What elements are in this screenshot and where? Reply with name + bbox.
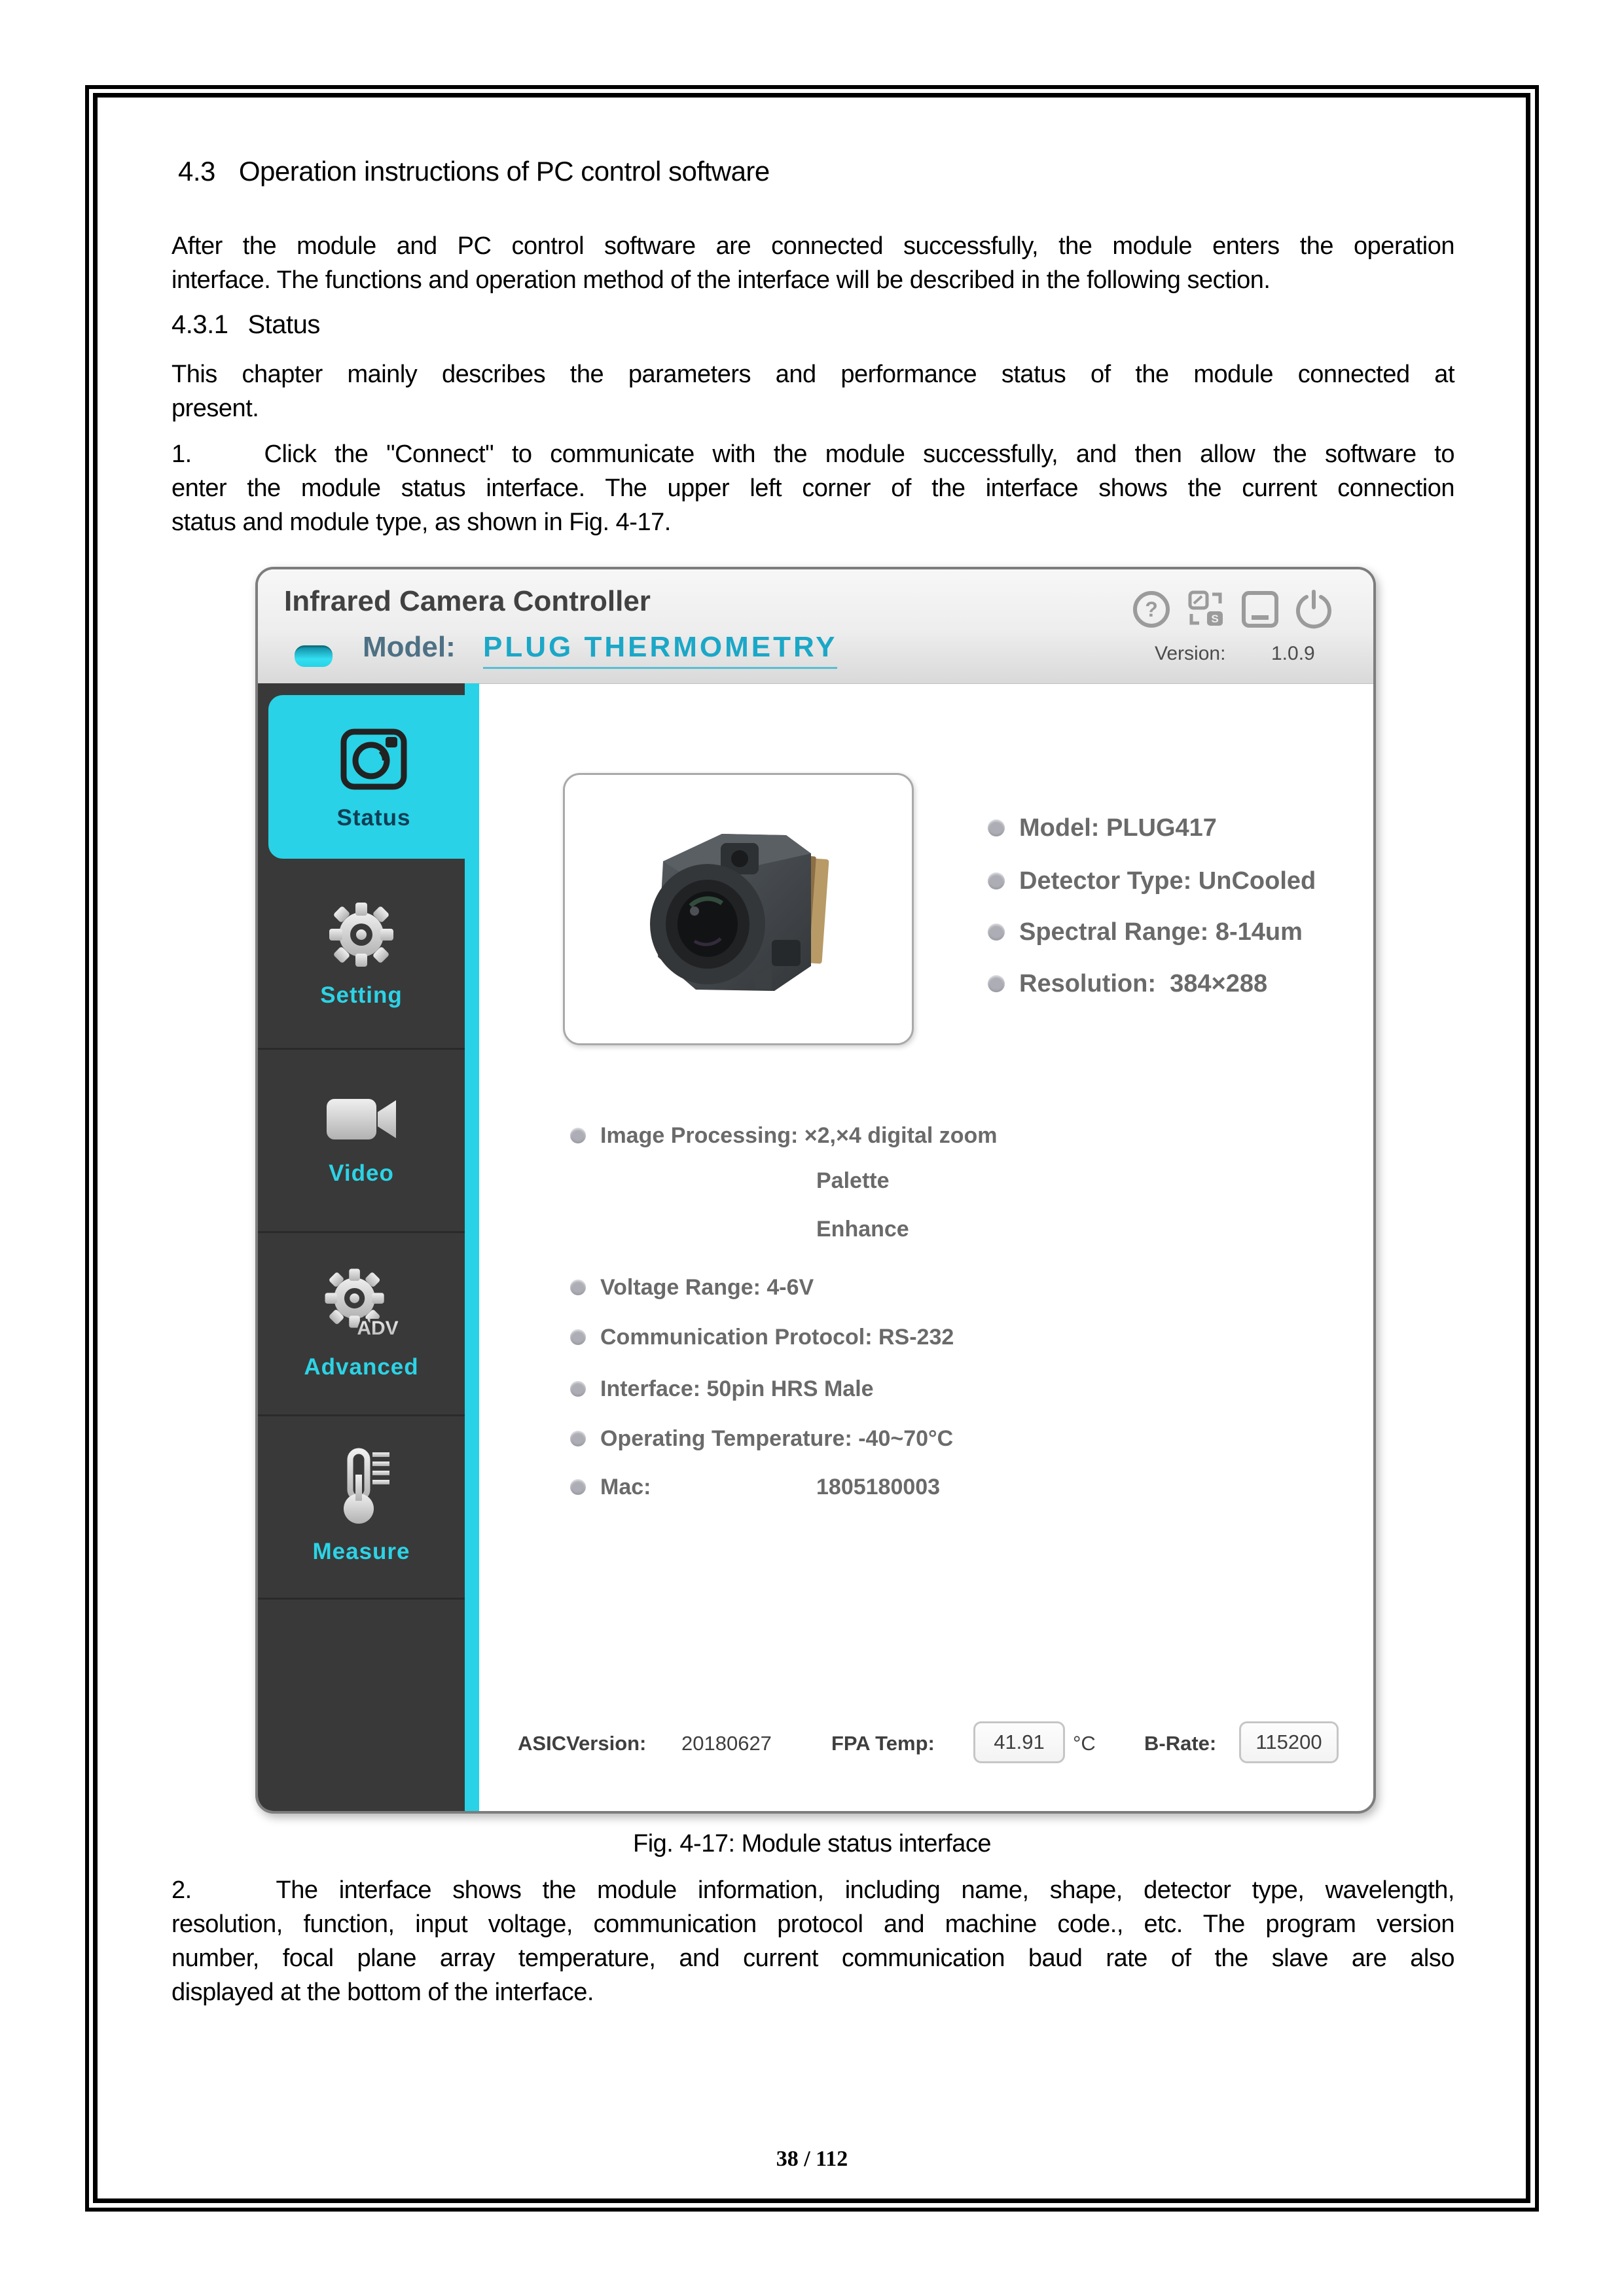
spec-text: Interface: 50pin HRS Male bbox=[600, 1376, 874, 1401]
module-info-row bbox=[988, 915, 1303, 949]
paragraph-line: 1. Click the "Connect" to communicate with the module successfully, and then allow the software to bbox=[171, 440, 1454, 468]
spec-row bbox=[570, 1422, 953, 1456]
sidebar-item-setting[interactable] bbox=[258, 859, 465, 1050]
baud-rate-field[interactable]: 115200 bbox=[1239, 1721, 1339, 1763]
baud-rate-label: B-Rate: bbox=[1144, 1732, 1217, 1755]
paragraph-line: number, focal plane array temperature, and current communication baud rate of the slave are also bbox=[171, 1945, 1454, 1972]
gear-adv-icon bbox=[319, 1265, 404, 1342]
bullet-icon bbox=[570, 1128, 586, 1143]
svg-text:S: S bbox=[1211, 613, 1219, 625]
spec-text: Operating Temperature: -40~70°C bbox=[600, 1426, 954, 1451]
spec-row bbox=[570, 1320, 954, 1354]
paragraph-line: present. bbox=[171, 395, 259, 422]
module-info-text: Detector Type: UnCooled bbox=[1019, 867, 1316, 895]
paragraph-line: After the module and PC control software are connected successfully, the module enters the operation bbox=[171, 232, 1454, 260]
section-heading bbox=[178, 156, 770, 187]
paragraph-line: resolution, function, input voltage, communication protocol and machine code., etc. The program version bbox=[171, 1910, 1454, 1938]
fpa-temp-field[interactable]: 41.91 bbox=[973, 1721, 1065, 1763]
app-title: Infrared Camera Controller bbox=[284, 585, 651, 617]
paragraph-line: status and module type, as shown in Fig. 4-17. bbox=[171, 509, 671, 536]
bullet-icon bbox=[988, 819, 1005, 836]
bullet-icon bbox=[988, 975, 1005, 992]
figure-caption: Fig. 4-17: Module status interface bbox=[633, 1830, 991, 1857]
power-icon[interactable] bbox=[1293, 589, 1334, 630]
spec-text: Communication Protocol: RS-232 bbox=[600, 1324, 954, 1350]
sidebar-item-measure[interactable] bbox=[258, 1414, 465, 1600]
camera-icon bbox=[337, 723, 410, 796]
asic-version-value: 20180627 bbox=[681, 1732, 772, 1755]
mac-label: Mac: bbox=[600, 1474, 651, 1499]
gear-icon bbox=[325, 899, 397, 971]
paragraph-line: displayed at the bottom of the interface. bbox=[171, 1979, 594, 2006]
model-label: Model: bbox=[363, 631, 456, 663]
mac-value: 1805180003 bbox=[816, 1474, 941, 1499]
section-number: 4.3 bbox=[178, 156, 215, 187]
sidebar-item-label: Status bbox=[336, 805, 411, 831]
sidebar-item-label: Video bbox=[329, 1160, 394, 1186]
bullet-icon bbox=[570, 1479, 586, 1495]
svg-text:?: ? bbox=[1145, 598, 1158, 621]
model-type-link[interactable]: PLUG THERMOMETRY bbox=[483, 631, 837, 669]
paragraph-line: interface. The functions and operation method of the interface will be described in the following section. bbox=[171, 266, 1271, 294]
video-camera-icon bbox=[323, 1092, 400, 1149]
sidebar bbox=[258, 683, 479, 1814]
mac-row bbox=[570, 1470, 941, 1504]
paragraph-line: This chapter mainly describes the parameters and performance status of the module connected at bbox=[171, 361, 1454, 388]
paragraph-line: 2. The interface shows the module information, including name, shape, detector type, wavelength, bbox=[171, 1876, 1454, 1904]
step2-paragraph bbox=[171, 1873, 1454, 2009]
module-info-row bbox=[988, 811, 1217, 845]
processing-row bbox=[570, 1119, 998, 1153]
bullet-icon bbox=[570, 1280, 586, 1295]
module-info-text: Model: PLUG417 bbox=[1019, 814, 1217, 842]
spec-row bbox=[570, 1270, 814, 1304]
spec-text: Voltage Range: 4-6V bbox=[600, 1274, 814, 1300]
bullet-icon bbox=[570, 1431, 586, 1446]
fpa-temp-unit: °C bbox=[1073, 1732, 1096, 1755]
module-info-row bbox=[988, 967, 1267, 1001]
processing-sub: Enhance bbox=[816, 1216, 909, 1242]
asic-version-label: ASICVersion: bbox=[518, 1732, 647, 1755]
module-info-row bbox=[988, 864, 1316, 898]
sidebar-item-status[interactable] bbox=[268, 695, 479, 859]
fpa-temp-label: FPA Temp: bbox=[831, 1732, 935, 1755]
subsection-intro bbox=[171, 357, 1454, 425]
bullet-icon bbox=[570, 1381, 586, 1397]
paragraph-line: enter the module status interface. The upper left corner of the interface shows the current connection bbox=[171, 475, 1454, 502]
step1-paragraph bbox=[171, 437, 1454, 539]
sidebar-item-video[interactable] bbox=[258, 1048, 465, 1233]
subsection-number: 4.3.1 bbox=[171, 310, 228, 339]
page-number: 38 / 112 bbox=[776, 2147, 848, 2171]
spec-row bbox=[570, 1372, 874, 1406]
camera-module-image bbox=[617, 801, 859, 1017]
sidebar-item-advanced[interactable] bbox=[258, 1231, 465, 1416]
help-icon[interactable] bbox=[1131, 589, 1172, 630]
module-photo-frame bbox=[563, 773, 914, 1045]
sidebar-item-label: Advanced bbox=[304, 1354, 419, 1380]
bullet-icon bbox=[570, 1329, 586, 1345]
module-info-text: Spectral Range: 8-14um bbox=[1019, 918, 1303, 946]
bullet-icon bbox=[988, 924, 1005, 941]
titlebar bbox=[258, 569, 1373, 684]
section-title: Operation instructions of PC control software bbox=[238, 156, 770, 187]
switch-window-icon[interactable] bbox=[1186, 589, 1227, 630]
thermometer-icon bbox=[325, 1447, 397, 1527]
version-label: Version: bbox=[1155, 643, 1226, 664]
intro-paragraph bbox=[171, 229, 1454, 297]
bullet-icon bbox=[988, 872, 1005, 889]
sidebar-item-label: Setting bbox=[320, 982, 403, 1008]
svg-text:ADV: ADV bbox=[357, 1318, 399, 1339]
connection-indicator bbox=[295, 645, 333, 667]
sidebar-item-label: Measure bbox=[312, 1539, 410, 1564]
module-info-text: Resolution: 384×288 bbox=[1019, 969, 1268, 997]
subsection-title: Status bbox=[247, 310, 320, 339]
app-window bbox=[255, 567, 1376, 1814]
processing-sub: Palette bbox=[816, 1168, 890, 1193]
version-value: 1.0.9 bbox=[1271, 643, 1315, 664]
processing-text: Image Processing: ×2,×4 digital zoom bbox=[600, 1122, 998, 1148]
subsection-heading bbox=[171, 310, 320, 340]
minimize-icon[interactable] bbox=[1240, 589, 1280, 630]
